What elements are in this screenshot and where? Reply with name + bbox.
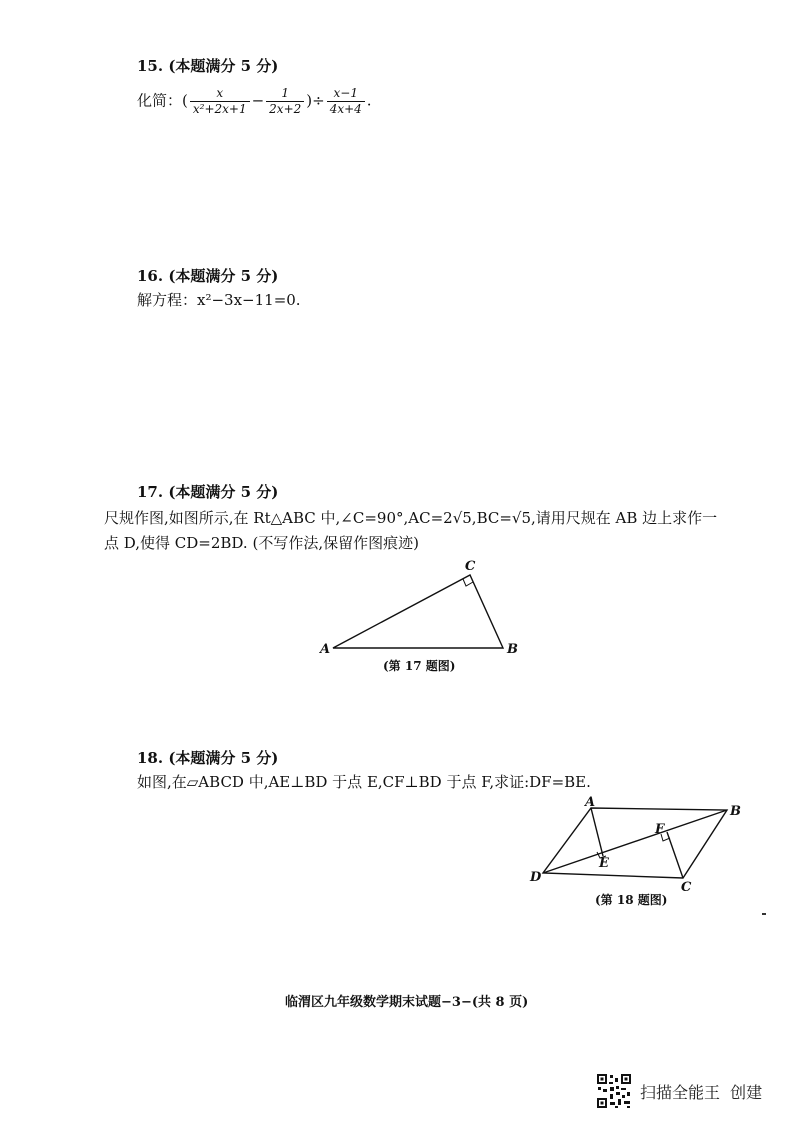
q18-label-b: B [730, 804, 741, 819]
q15-prefix: 化简：( [137, 91, 188, 110]
q15-fraction-3: $\frac{x-1}{4x+4}$ [327, 86, 365, 117]
q18-text: 如图,在▱ABCD 中,AE⊥BD 于点 E,CF⊥BD 于点 F,求证:DF=BE. [137, 773, 591, 791]
q18-label-a: A [585, 795, 596, 810]
qr-code-icon [596, 1073, 632, 1109]
q18-header: 18. (本题满分 5 分) [137, 749, 279, 767]
q17-caption: (第 17 题图) [383, 659, 456, 673]
q16-text: 解方程：x²−3x−11=0. [137, 291, 301, 309]
q17-header: 17. (本题满分 5 分) [137, 483, 279, 501]
diagonal-bd [543, 810, 727, 873]
q15-minus: − [251, 91, 265, 110]
q18-label-f: F [655, 822, 665, 837]
q18-label-e: E [599, 856, 609, 871]
page-footer: 临渭区九年级数学期末试题−3−(共 8 页) [285, 995, 529, 1010]
scanner-watermark-text: 扫描全能王 创建 [640, 1083, 763, 1102]
q15-fraction-1: $\frac{x}{\text{x²+2x+1}}$ [190, 86, 250, 117]
segment-cf [667, 832, 683, 878]
parallelogram-abcd [543, 808, 727, 878]
q17-label-c: C [465, 559, 476, 574]
q17-label-b: B [507, 642, 518, 657]
q15-divide: )÷ [306, 91, 325, 110]
q17-line-2: 点 D,使得 CD=2BD. (不写作法,保留作图痕迹) [104, 534, 419, 552]
q18-label-c: C [681, 880, 692, 895]
q17-line-1: 尺规作图,如图所示,在 Rt△ABC 中,∠C=90°,AC=2√5,BC=√5,请用尺规在 AB 边上求作一 [104, 509, 718, 527]
q15-header: 15. (本题满分 5 分) [137, 57, 279, 75]
q18-label-d: D [530, 870, 542, 885]
q18-caption: (第 18 题图) [595, 893, 668, 907]
q17-label-a: A [320, 642, 331, 657]
q15-end: . [366, 91, 372, 110]
q15-fraction-2: $\frac{1}{2x+2}$ [266, 86, 304, 117]
segment-ae [591, 808, 603, 856]
q16-header: 16. (本题满分 5 分) [137, 267, 279, 285]
stray-mark [762, 913, 766, 915]
